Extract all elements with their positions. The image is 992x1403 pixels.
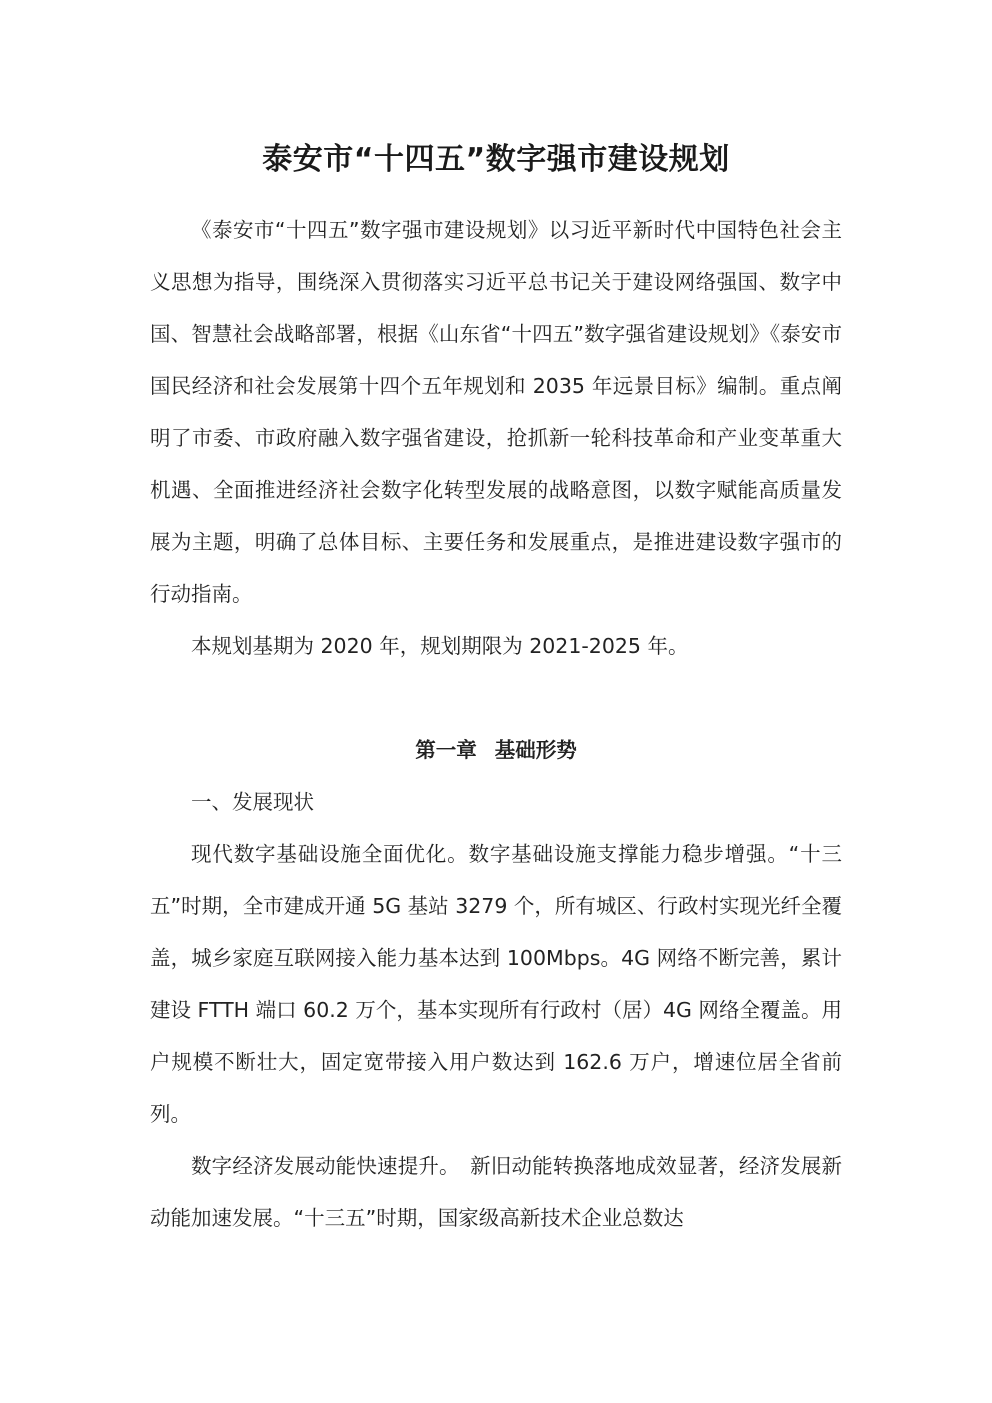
planning-period-paragraph: 本规划基期为 2020 年，规划期限为 2021-2025 年。 (191, 634, 689, 658)
chapter-name: 基础形势 (494, 738, 577, 762)
document-title: 泰安市“十四五”数字强市建设规划 (262, 142, 730, 177)
digital-economy-paragraph: 数字经济发展动能快速提升。 新旧动能转换落地成效显著，经济发展新动能加速发展。“十三五”时期，国家级高新技术企业总数达 (150, 1154, 842, 1230)
intro-paragraph: 《泰安市“十四五”数字强市建设规划》以习近平新时代中国特色社会主义思想为指导，围绕深入贯彻落实习近平总书记关于建设网络强国、数字中国、智慧社会战略部署，根据《山东省“十四五”数字强省建设规划》《泰安市国民经济和社会发展第十四个五年规划和 2035 年远景目标》编制。重点阐明了市委、市政府融入数字强省建设，抢抓新一轮科技革命和产业变革重大机遇、全面推进经济社会数字化转型发展的战略意图，以数字赋能高质量发展为主题，明确了总体目标、主要任务和发展重点，是推进建设数字强市的行动指南。 (150, 218, 842, 606)
document-body (150, 204, 842, 1244)
section-heading: 一、发展现状 (191, 790, 314, 814)
infrastructure-paragraph: 现代数字基础设施全面优化。数字基础设施支撑能力稳步增强。“十三五”时期，全市建成开通 5G 基站 3279 个，所有城区、行政村实现光纤全覆盖，城乡家庭互联网接入能力基本达到 100Mbps。4G 网络不断完善，累计建设 FTTH 端口 60.2 万个，基本实现所有行政村（居）4G 网络全覆盖。用户规模不断壮大，固定宽带接入用户数达到 162.6 万户，增速位居全省前列。 (150, 842, 842, 1126)
chapter-heading (150, 724, 842, 776)
chapter-number: 第一章 (415, 738, 477, 762)
